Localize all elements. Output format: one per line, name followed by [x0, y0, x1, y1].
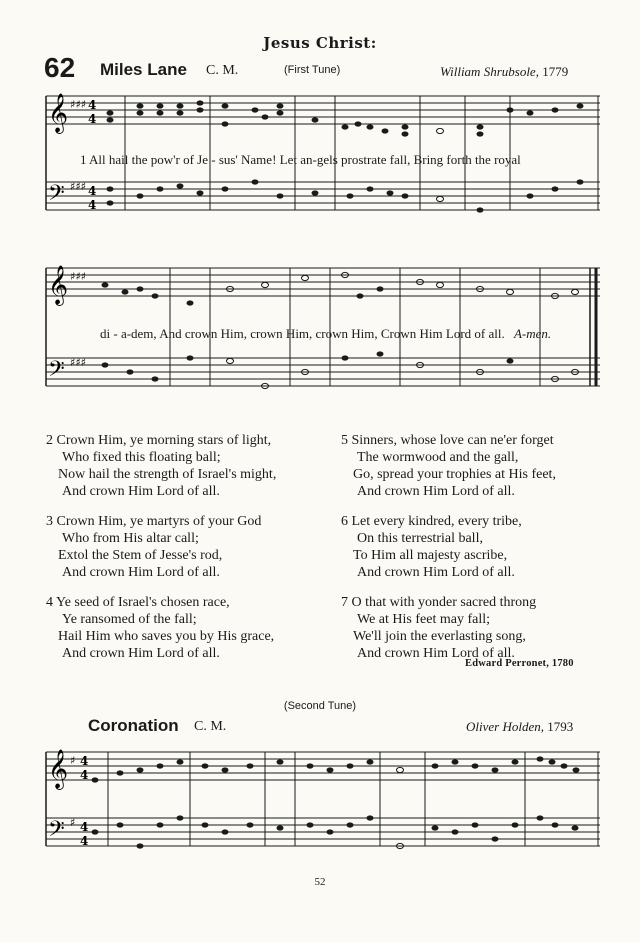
stanza-line: 2 Crown Him, ye morning stars of light, [46, 433, 272, 448]
svg-text:♯♯♯: ♯♯♯ [70, 270, 86, 283]
lyric-line-2-text: di - a-dem, And crown Him, crown Him, crown Him, Crown Him Lord of all. [100, 326, 505, 341]
stanza-line: Now hail the strength of Israel's might, [58, 467, 277, 482]
stanza-line: And crown Him Lord of all. [357, 484, 515, 499]
second-tune-composer [466, 719, 573, 735]
second-tune-composer-year: 1793 [547, 719, 574, 734]
stanza-line: Go, spread your trophies at His feet, [353, 467, 556, 482]
stanza-line: And crown Him Lord of all. [357, 565, 515, 580]
hymn-number: 62 [44, 52, 76, 83]
bass-staff-3 [46, 818, 600, 846]
bass-clef-icon-2: 𝄢 [48, 357, 65, 387]
treble-clef-icon-3: 𝄞 [48, 749, 69, 789]
composer-year: 1779 [542, 64, 569, 79]
bass-notes-2 [102, 351, 579, 388]
stanza-line: On this terrestrial ball, [357, 531, 483, 546]
treble-staff [46, 96, 600, 124]
svg-text:4: 4 [80, 768, 89, 782]
stanza-line: And crown Him Lord of all. [62, 484, 220, 499]
treble-clef-icon-2: 𝄞 [48, 265, 69, 305]
stanza-line: 6 Let every kindred, every tribe, [341, 514, 522, 529]
amen-text: A-men. [513, 326, 552, 341]
treble-notes [107, 100, 584, 136]
stanza-line: And crown Him Lord of all. [357, 646, 515, 661]
section-title: Jesus Christ: [263, 34, 377, 52]
stanza-line: 7 O that with yonder sacred throng [341, 595, 537, 610]
svg-text:♯: ♯ [70, 816, 76, 829]
stanza-5 [341, 432, 556, 500]
stanza-line: 4 Ye seed of Israel's chosen race, [46, 595, 230, 610]
svg-text:♯: ♯ [70, 754, 76, 767]
stanza-2 [46, 432, 276, 500]
stanza-3 [46, 513, 261, 581]
lyric-line-1: 1 All hail the pow'r of Je - sus' Name! Let an-gels prostrate fall, Bring forth the royal [80, 152, 521, 167]
second-tune-composer-name: Oliver Holden, [466, 719, 544, 734]
lyric-line-2 [100, 326, 551, 342]
tune-name: Miles Lane [100, 60, 187, 79]
author-credit: Edward Perronet, 1780 [465, 658, 574, 669]
stanza-6 [341, 513, 522, 581]
key-signature-treble: ♯♯♯ [70, 98, 86, 111]
stanza-line: We at His feet may fall; [357, 612, 490, 627]
stanza-line: We'll join the everlasting song, [353, 629, 526, 644]
svg-text:4: 4 [80, 834, 89, 848]
bass-staff [46, 182, 600, 210]
bass-clef-icon-3: 𝄢 [48, 817, 65, 847]
key-signature-bass: ♯♯♯ [70, 180, 86, 193]
composer [440, 64, 568, 80]
treble-clef-icon: 𝄞 [48, 93, 69, 133]
treble-staff-2 [46, 268, 600, 296]
stanza-line: 3 Crown Him, ye martyrs of your God [46, 514, 262, 529]
stanza-line: Hail Him who saves you by His grace, [58, 629, 275, 644]
stanza-line: Extol the Stem of Jesse's rod, [58, 548, 223, 563]
second-tune-meter: C. M. [194, 719, 227, 734]
meter: C. M. [206, 63, 239, 78]
stanza-line: 5 Sinners, whose love can ne'er forget [341, 433, 554, 448]
music-system-3 [40, 740, 610, 870]
composer-name: William Shrubsole, [440, 64, 539, 79]
tune-note: (First Tune) [284, 64, 341, 76]
svg-text:4: 4 [80, 754, 89, 768]
page-number: 52 [314, 876, 326, 888]
stanza-4 [46, 594, 274, 662]
time-signature-bottom: 4 [88, 112, 97, 126]
stanza-line: Ye ransomed of the fall; [62, 612, 197, 627]
stanza-line: And crown Him Lord of all. [62, 565, 220, 580]
svg-text:♯♯♯: ♯♯♯ [70, 356, 86, 369]
time-signature-bottom-bass: 4 [88, 198, 97, 212]
treble-notes-3 [92, 756, 580, 782]
second-tune-name: Coronation [88, 716, 179, 735]
stanza-line: Who from His altar call; [62, 531, 199, 546]
stanza-line: And crown Him Lord of all. [62, 646, 220, 661]
stanza-line: Who fixed this floating ball; [62, 450, 221, 465]
stanza-line: The wormwood and the gall, [357, 450, 519, 465]
stanza-7 [341, 594, 536, 662]
svg-text:4: 4 [80, 820, 89, 834]
treble-staff-3 [46, 752, 600, 780]
bass-clef-icon: 𝄢 [48, 181, 65, 211]
second-tune-note: (Second Tune) [283, 700, 357, 712]
time-signature-top-bass: 4 [88, 184, 97, 198]
stanza-line: To Him all majesty ascribe, [353, 548, 508, 563]
time-signature-top: 4 [88, 98, 97, 112]
